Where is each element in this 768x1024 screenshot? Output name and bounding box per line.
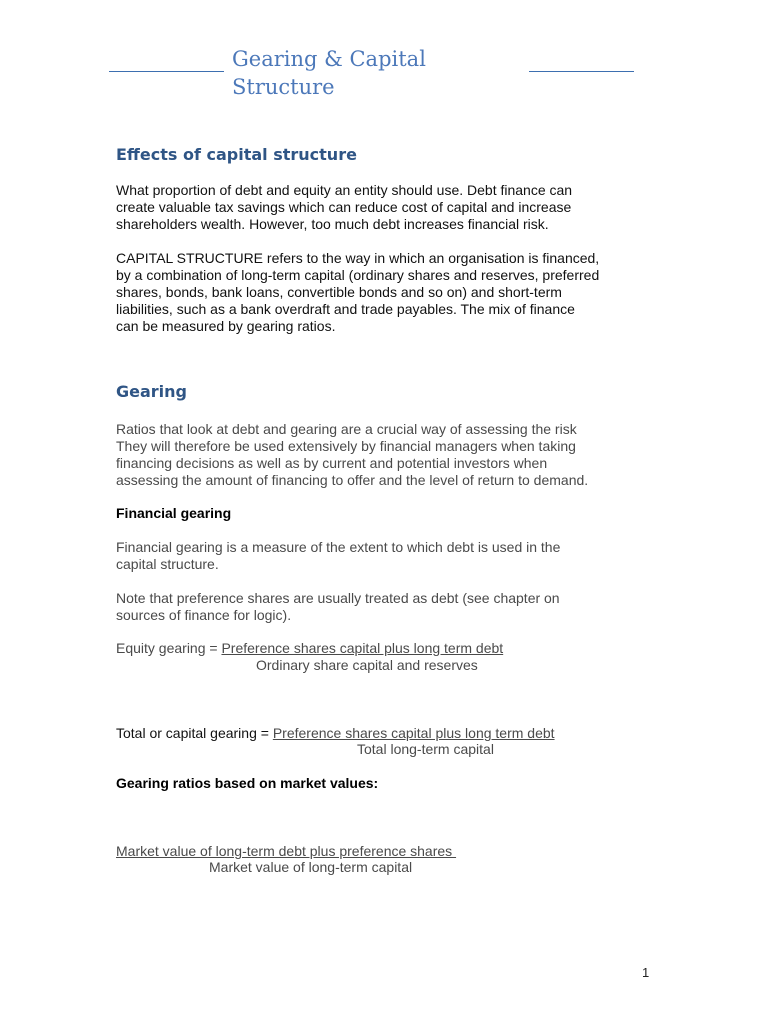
total-gearing-denominator: Total long-term capital [357, 741, 494, 757]
paragraph-line: sources of finance for logic). [116, 607, 292, 623]
paragraph-line: financing decisions as well as by current and potential investors when [116, 455, 548, 471]
total-gearing-formula [116, 725, 555, 742]
title-rule-right [529, 71, 634, 72]
paragraph-line: can be measured by gearing ratios. [116, 318, 336, 334]
total-gearing-numerator: Preference shares capital plus long term debt [272, 725, 555, 741]
equity-gearing-label: Equity gearing = [116, 640, 222, 656]
subheading-financial-gearing: Financial gearing [116, 505, 232, 521]
market-ratio-numerator: Market value of long-term debt plus preference shares [116, 843, 457, 859]
paragraph-line: by a combination of long-term capital (ordinary shares and reserves, preferred [116, 267, 600, 283]
paragraph-line: create valuable tax savings which can reduce cost of capital and increase [116, 199, 572, 215]
equity-gearing-numerator: Preference shares capital plus long term debt [221, 640, 504, 656]
paragraph-line: What proportion of debt and equity an entity should use. Debt finance can [116, 182, 573, 198]
paragraph-line: shareholders wealth. However, too much debt increases financial risk. [116, 216, 549, 232]
paragraph-line: liabilities, such as a bank overdraft and trade payables. The mix of finance [116, 301, 575, 317]
page-title-line-1: Gearing & Capital [232, 47, 426, 71]
market-ratio-denominator: Market value of long-term capital [209, 859, 413, 875]
total-gearing-label: Total or capital gearing = [116, 725, 273, 741]
paragraph-line: Note that preference shares are usually treated as debt (see chapter on [116, 590, 560, 606]
paragraph-line: Financial gearing is a measure of the extent to which debt is used in the [116, 539, 561, 555]
equity-gearing-denominator: Ordinary share capital and reserves [256, 657, 478, 673]
paragraph-line: assessing the amount of financing to offer and the level of return to demand. [116, 472, 589, 488]
paragraph-line: CAPITAL STRUCTURE refers to the way in which an organisation is financed, [116, 250, 600, 266]
equity-gearing-formula [116, 640, 503, 657]
paragraph-line: They will therefore be used extensively by financial managers when taking [116, 438, 576, 454]
paragraph-line: shares, bonds, bank loans, convertible bonds and so on) and short-term [116, 284, 562, 300]
section-heading-gearing: Gearing [116, 382, 187, 401]
title-rule-left [109, 71, 224, 72]
paragraph-line: Ratios that look at debt and gearing are a crucial way of assessing the risk [116, 421, 577, 437]
section-heading-capital-structure: Effects of capital structure [116, 145, 357, 164]
paragraph-line: capital structure. [116, 556, 219, 572]
subheading-market-values: Gearing ratios based on market values: [116, 775, 379, 791]
page-title-line-2: Structure [232, 75, 335, 99]
page-number: 1 [642, 965, 650, 980]
